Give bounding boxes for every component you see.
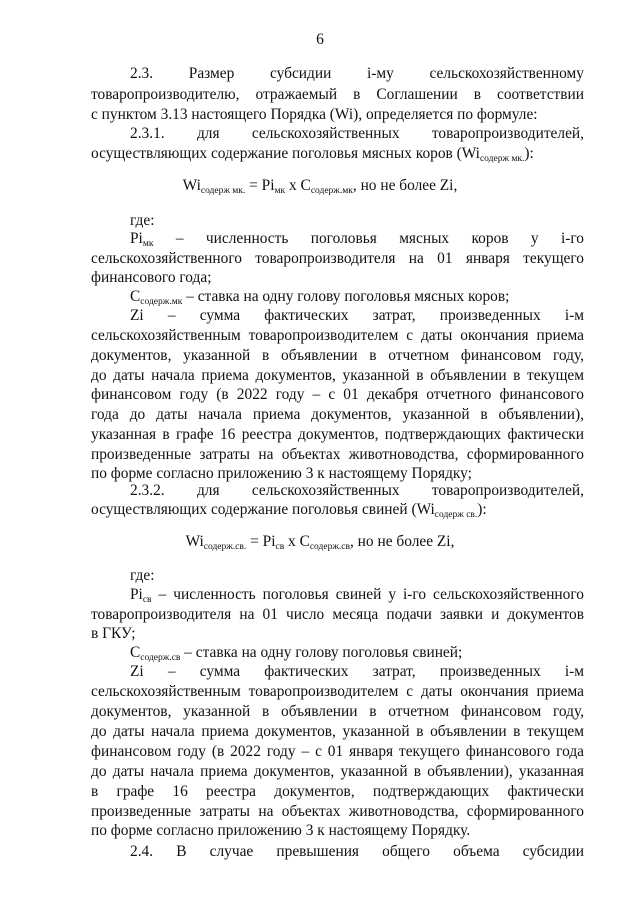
definition-line: сельскохозяйственным товаропроизводителем с даты окончания приема xyxy=(91,683,584,700)
paragraph-line: осуществляющих содержание поголовья мясных коров (Wiсодерж мк.): xyxy=(91,145,534,164)
definition-line: произведенные затраты на объектах животноводства, сформированного xyxy=(91,446,584,463)
paragraph-line: 2.3.1. для сельскохозяйственных товаропроизводителей, xyxy=(130,125,584,142)
paragraph-line: 2.4. В случае превышения общего объема субсидии xyxy=(130,843,584,860)
definition-line: до даты начала приема документов, указанной в объявлении в текущем xyxy=(91,723,584,740)
definition-line: Cсодерж.св – ставка на одну голову поголовья свиней; xyxy=(130,644,463,663)
definition-line: финансового года; xyxy=(91,269,212,286)
paragraph-line: осуществляющих содержание поголовья свиней (Wiсодерж св.): xyxy=(91,501,487,520)
definition-line: в графе 16 реестра документов, подтверждающих фактически xyxy=(91,783,584,800)
definition-line: Piсв – численность поголовья свиней у i-го сельскохозяйственного xyxy=(130,586,584,605)
definition-line: по форме согласно приложению 3 к настоящему Порядку. xyxy=(91,822,471,839)
definition-line: в ГКУ; xyxy=(91,625,136,642)
definition-line: года до даты начала приема документов, указанной в объявлении), xyxy=(91,406,584,423)
definition-line: товаропроизводителя на 01 число месяца подачи заявки и документов xyxy=(91,606,584,623)
definition-line: до даты начала приема документов, указанной в объявлении в текущем xyxy=(91,367,584,384)
definition-line: сельскохозяйственным товаропроизводителем с даты окончания приема xyxy=(91,327,584,344)
definition-line: Zi – сумма фактических затрат, произведенных i-м xyxy=(130,307,584,324)
formula-pigs: Wiсодерж.св. = Piсв х Cсодерж.св, но не более Zi, xyxy=(185,533,455,552)
definition-line: до даты начала приема документов, указанной в объявлении), указанная xyxy=(91,763,584,780)
definition-line: Piмк – численность поголовья мясных коров у i-го xyxy=(130,230,584,249)
definition-line: финансовом году (в 2022 году – с 01 декабря отчетного финансового xyxy=(91,386,584,403)
definition-line: документов, указанной в объявлении в отчетном финансовом году, xyxy=(91,347,584,364)
definition-line: финансовом году (в 2022 году – с 01 января текущего финансового года xyxy=(91,743,584,760)
definition-line: сельскохозяйственного товаропроизводителя на 01 января текущего xyxy=(91,250,584,267)
paragraph-line: с пунктом 3.13 настоящего Порядка (Wi), определяется по формуле: xyxy=(91,106,538,123)
paragraph-line: товаропроизводителю, отражаемый в Соглашении в соответствии xyxy=(91,86,584,103)
definition-line: произведенные затраты на объектах животноводства, сформированного xyxy=(91,803,584,820)
page-number: 6 xyxy=(316,31,324,48)
paragraph-line: 2.3. Размер субсидии i-му сельскохозяйственному xyxy=(130,65,584,82)
where-label: где: xyxy=(130,212,155,229)
where-label: где: xyxy=(130,567,155,584)
formula-meat-cows: Wiсодерж мк. = Piмк х Cсодерж.мк, но не более Zi, xyxy=(182,177,458,196)
definition-line: Zi – сумма фактических затрат, произведенных i-м xyxy=(130,663,584,680)
definition-line: указанная в графе 16 реестра документов, подтверждающих фактически xyxy=(91,426,584,443)
definition-line: документов, указанной в объявлении в отчетном финансовом году, xyxy=(91,703,584,720)
definition-line: по форме согласно приложению 3 к настоящему Порядку; xyxy=(91,465,472,482)
definition-line: Cсодерж.мк – ставка на одну голову поголовья мясных коров; xyxy=(130,288,510,307)
paragraph-line: 2.3.2. для сельскохозяйственных товаропроизводителей, xyxy=(130,482,584,499)
